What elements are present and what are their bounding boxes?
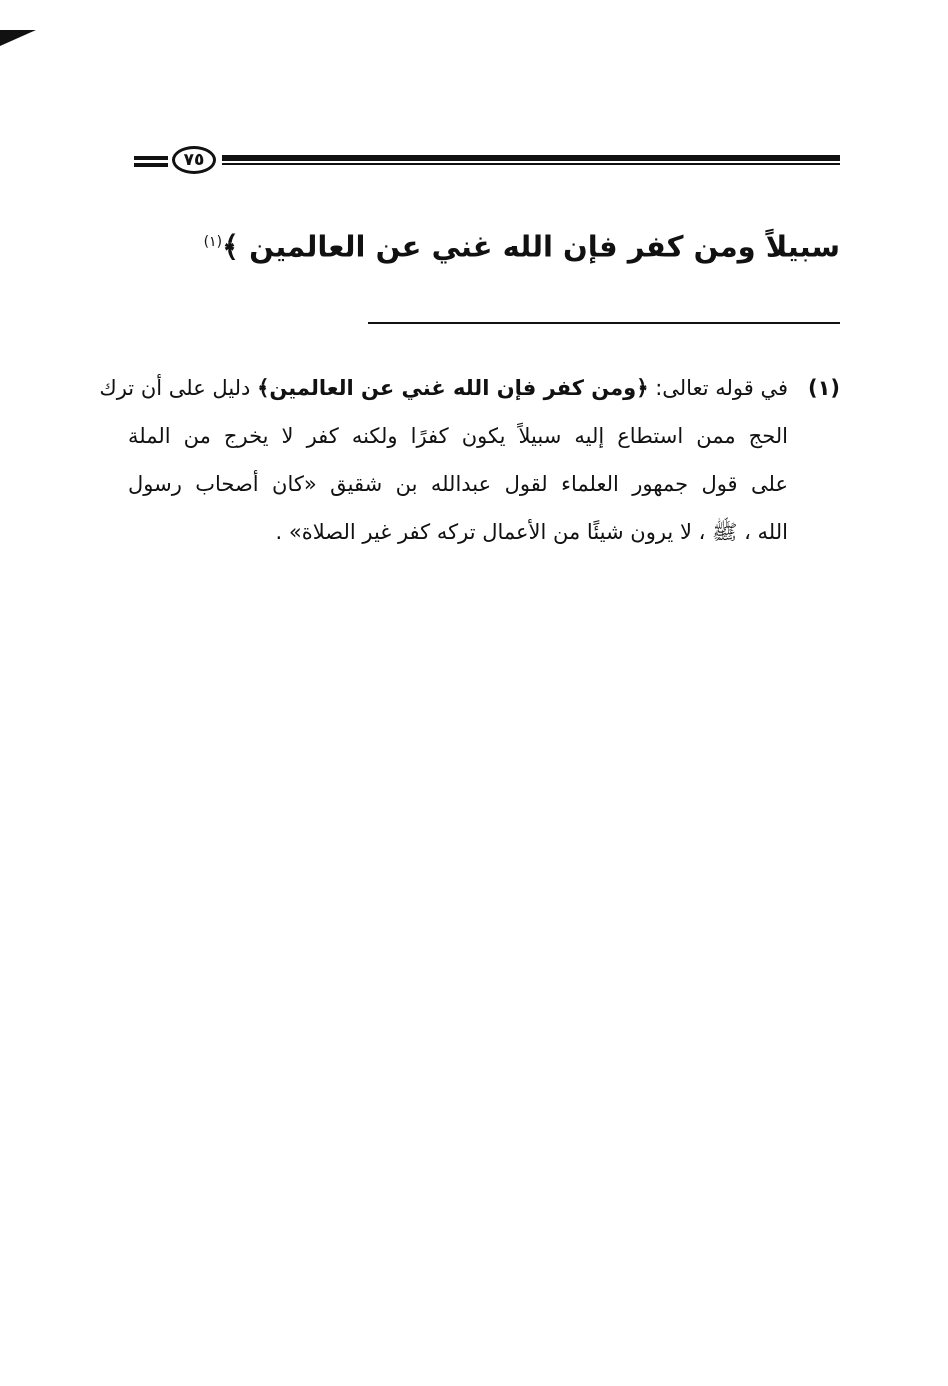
header-ornament-dash	[134, 163, 168, 167]
corner-scan-mark	[0, 30, 36, 62]
footnote	[99, 364, 840, 556]
main-text-line	[203, 220, 840, 269]
footnote-line-1	[99, 364, 788, 412]
footnote-line-4: الله ، ﷺ ، لا يرون شيئًا من الأعمال تركه كفر غير الصلاة» .	[275, 520, 788, 544]
footnote-line-2: الحج ممن استطاع إليه سبيلاً يكون كفرًا ولكنه كفر لا يخرج من الملة	[128, 424, 788, 448]
footnote-line-1-tail: دليل على أن ترك	[99, 376, 258, 400]
footnote-reference: (١)	[203, 234, 223, 250]
header-ornament-dash	[134, 156, 168, 160]
footnote-quote: ﴿ومن كفر فإن الله غني عن العالمين﴾	[257, 376, 649, 400]
footnote-number: (١)	[807, 376, 840, 400]
page-number	[172, 146, 216, 174]
footnote-body	[99, 364, 788, 556]
page-number-text: ٧٥	[183, 149, 205, 170]
header-rule	[222, 155, 840, 161]
header-rule-thin	[222, 163, 840, 165]
main-text: سبيلاً ومن كفر فإن الله غني عن العالمين ﴾	[222, 229, 840, 264]
footnote-line-1-lead: في قوله تعالى:	[648, 376, 788, 400]
footnote-separator	[368, 322, 840, 324]
footnote-line-3: على قول جمهور العلماء لقول عبدالله بن شقيق «كان أصحاب رسول	[128, 472, 788, 496]
